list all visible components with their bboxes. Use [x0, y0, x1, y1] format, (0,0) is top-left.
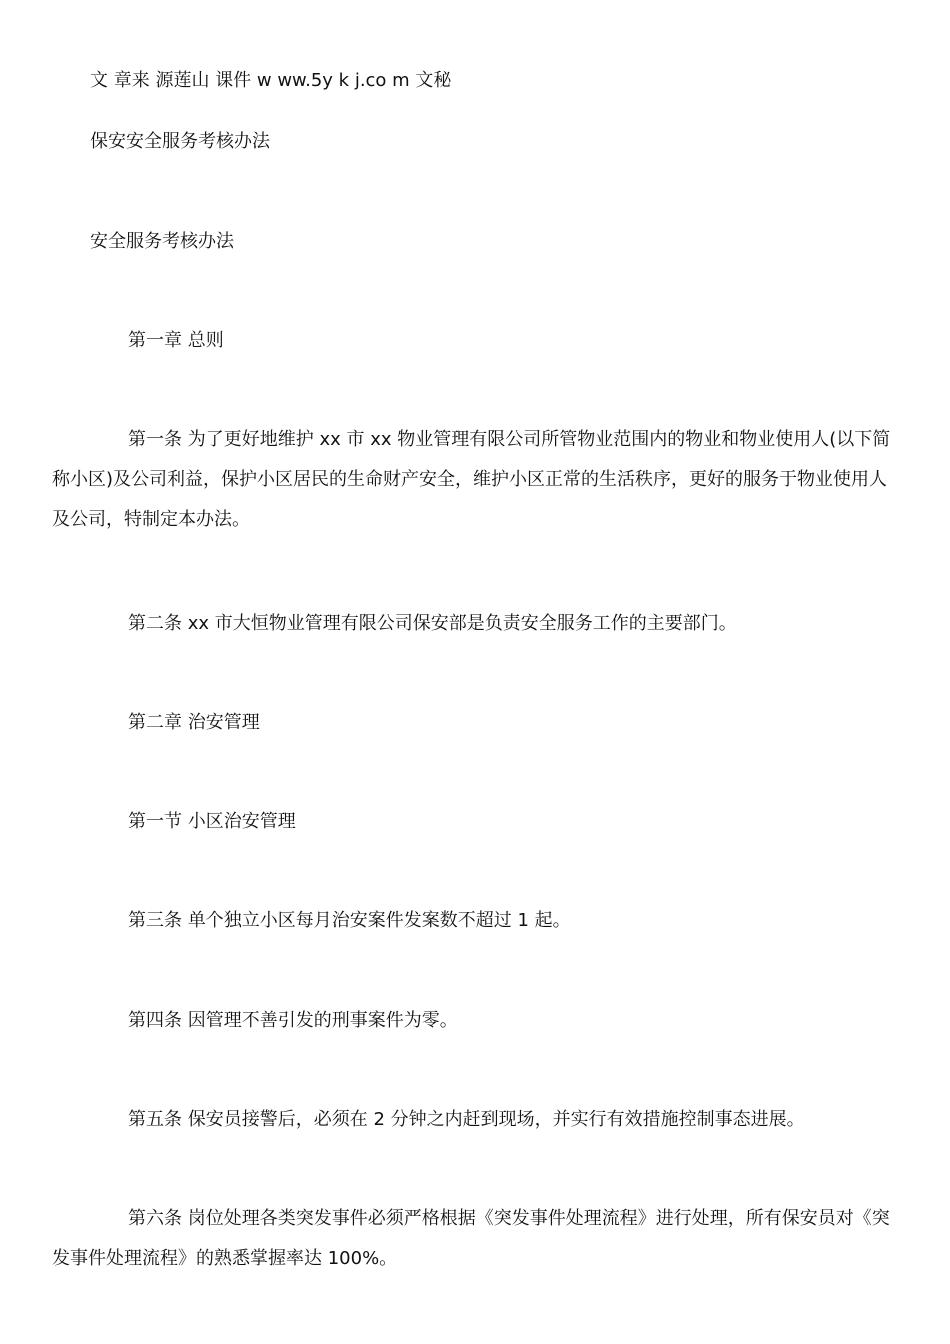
document-subtitle: 安全服务考核办法 — [90, 231, 234, 252]
article-3: 第三条 单个独立小区每月治安案件发案数不超过 1 起。 — [128, 910, 571, 931]
article-5: 第五条 保安员接警后，必须在 2 分钟之内赶到现场，并实行有效措施控制事态进展。 — [128, 1109, 805, 1130]
section-heading-1: 第一节 小区治安管理 — [128, 811, 296, 832]
article-6: 第六条 岗位处理各类突发事件必须严格根据《突发事件处理流程》进行处理，所有保安员对《突发事件处理流程》的熟悉掌握率达 100%。 — [52, 1208, 890, 1269]
article-4: 第四条 因管理不善引发的刑事案件为零。 — [128, 1010, 458, 1031]
source-line: 文 章来 源莲山 课件 w ww.5y k j.co m 文秘 — [90, 70, 452, 91]
article-2: 第二条 xx 市大恒物业管理有限公司保安部是负责安全服务工作的主要部门。 — [128, 613, 737, 634]
document-title: 保安安全服务考核办法 — [90, 131, 270, 152]
article-1: 第一条 为了更好地维护 xx 市 xx 物业管理有限公司所管物业范围内的物业和物业使用人(以下简称小区)及公司利益，保护小区居民的生命财产安全，维护小区正常的生活秩序，更好的服务于物业使用人及公司，特制定本办法。 — [52, 429, 891, 530]
chapter-heading-2: 第二章 治安管理 — [128, 712, 260, 733]
chapter-heading-1: 第一章 总则 — [128, 330, 224, 351]
